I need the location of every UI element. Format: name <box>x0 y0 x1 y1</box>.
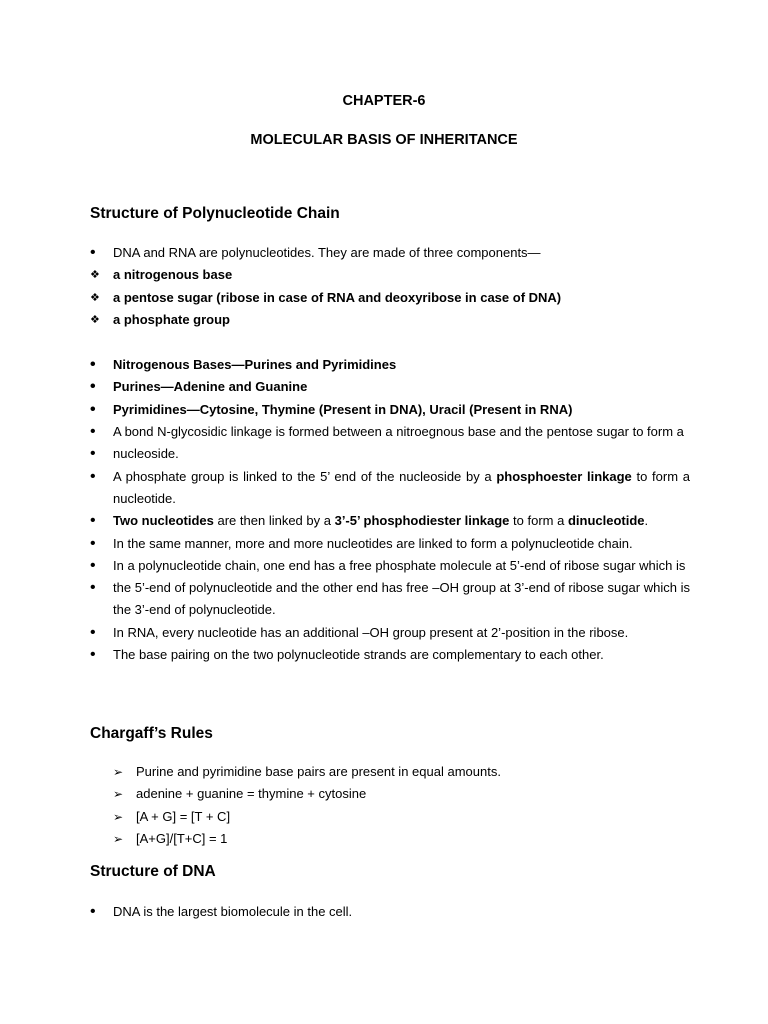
list-item: ➢ adenine + guanine = thymine + cytosine <box>113 783 673 805</box>
arrow-bullet-icon: ➢ <box>113 809 124 824</box>
list-spacer <box>90 331 690 354</box>
list-item: • Purines—Adenine and Guanine <box>90 376 690 398</box>
list-item: ❖ a nitrogenous base <box>90 264 690 286</box>
bullet-dot-icon: • <box>90 467 96 485</box>
bullet-dot-icon: • <box>90 512 96 530</box>
bullet-dot-icon: • <box>90 556 96 574</box>
list-item: • Two nucleotides are then linked by a 3’-5’ phosphodiester linkage to form a dinucleotide. <box>90 510 690 532</box>
diamond-bullet-icon: ❖ <box>90 291 100 304</box>
list-item: • The base pairing on the two polynucleotide strands are complementary to each other. <box>90 644 690 666</box>
bullet-dot-icon: • <box>90 356 96 374</box>
list-item: • In the same manner, more and more nucleotides are linked to form a polynucleotide chain. <box>90 533 690 555</box>
list-item: ➢ [A + G] = [T + C] <box>113 806 673 828</box>
list-item: ➢ [A+G]/[T+C] = 1 <box>113 828 673 850</box>
arrow-bullet-icon: ➢ <box>113 787 124 802</box>
list-item: ❖ a pentose sugar (ribose in case of RNA and deoxyribose in case of DNA) <box>90 287 690 309</box>
bullet-dot-icon: • <box>90 579 96 597</box>
diamond-bullet-icon: ❖ <box>90 269 100 282</box>
dna-structure-list <box>90 901 690 923</box>
bullet-dot-icon: • <box>90 244 96 261</box>
bullet-dot-icon: • <box>90 445 96 463</box>
chargaff-rules-list <box>113 761 673 850</box>
list-item: ➢ Purine and pyrimidine base pairs are present in equal amounts. <box>113 761 673 783</box>
list-item: ❖ a phosphate group <box>90 309 690 331</box>
list-item: • In a polynucleotide chain, one end has a free phosphate molecule at 5’-end of ribose sugar which is <box>90 555 690 577</box>
section-heading-chargaff: Chargaff’s Rules <box>90 725 213 742</box>
polynucleotide-list <box>90 242 690 666</box>
bullet-dot-icon: • <box>90 400 96 418</box>
chapter-label: CHAPTER-6 <box>342 93 426 109</box>
bullet-dot-icon: • <box>90 646 96 664</box>
bullet-dot-icon: • <box>90 534 96 552</box>
arrow-bullet-icon: ➢ <box>113 765 124 779</box>
bullet-dot-icon: • <box>90 903 96 920</box>
list-item: • Nitrogenous Bases—Purines and Pyrimidines <box>90 354 690 376</box>
list-item: • DNA and RNA are polynucleotides. They are made of three components— <box>90 242 690 264</box>
list-item: • In RNA, every nucleotide has an additional –OH group present at 2’-position in the ribose. <box>90 622 690 644</box>
bullet-dot-icon: • <box>90 623 96 641</box>
list-item: • DNA is the largest biomolecule in the cell. <box>90 901 690 923</box>
list-item: • A phosphate group is linked to the 5’ end of the nucleoside by a phosphoester linkage to form a nucleotide. <box>90 467 690 506</box>
arrow-bullet-icon: ➢ <box>113 831 124 846</box>
section-heading-dna-structure: Structure of DNA <box>90 863 216 880</box>
list-item: • the 5’-end of polynucleotide and the other end has free –OH group at 3’-end of ribose sugar which is the 3’-end of polynucleotide. <box>90 579 690 618</box>
list-item: • Pyrimidines—Cytosine, Thymine (Present in DNA), Uracil (Present in RNA) <box>90 399 690 421</box>
bullet-dot-icon: • <box>90 378 96 396</box>
section-heading-polynucleotide: Structure of Polynucleotide Chain <box>90 205 340 222</box>
bullet-dot-icon: • <box>90 423 96 441</box>
list-item: • A bond N-glycosidic linkage is formed between a nitroegnous base and the pentose sugar to form a <box>90 421 690 443</box>
diamond-bullet-icon: ❖ <box>90 313 100 326</box>
chapter-title: MOLECULAR BASIS OF INHERITANCE <box>250 132 518 148</box>
list-item: • nucleoside. <box>90 443 690 465</box>
